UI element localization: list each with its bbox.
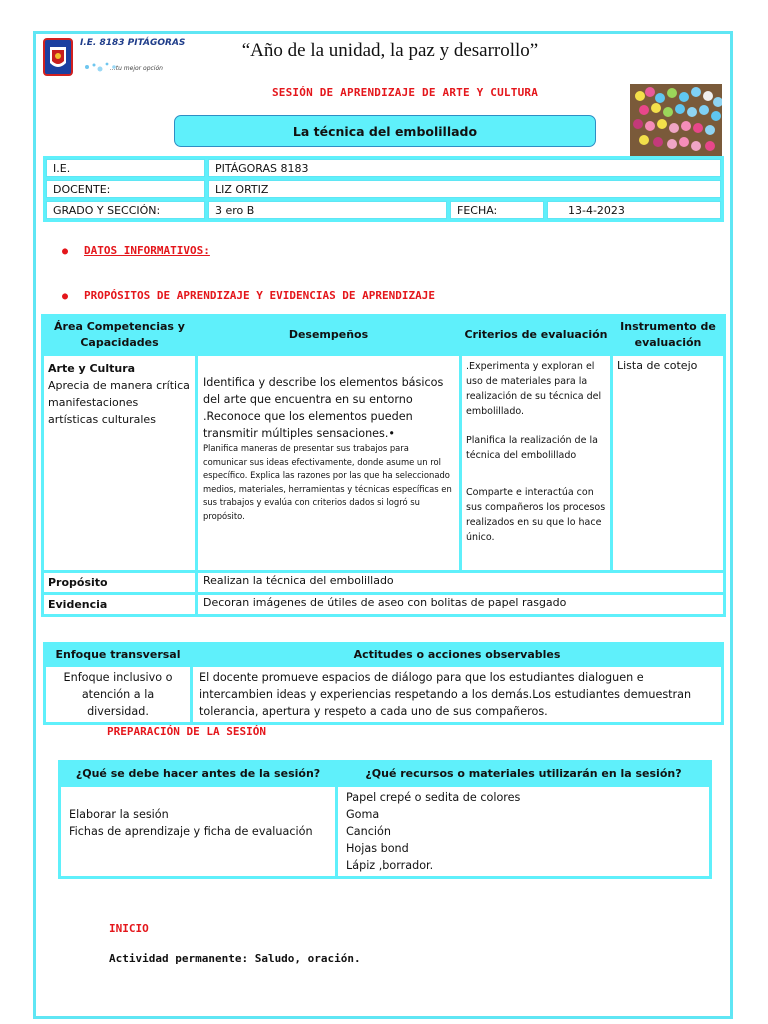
antes-cell [61, 787, 335, 876]
proposito-value: Realizan la técnica del embolillado [198, 573, 723, 592]
preparacion-heading: PREPARACIÓN DE LA SESIÓN [107, 725, 266, 738]
header-enfoque: Enfoque transversal [55, 648, 181, 661]
criterio-2: Planifica la realización de la técnica del embolillado [466, 435, 598, 461]
area-cell [44, 356, 195, 570]
topic-banner: La técnica del embolillado [174, 115, 596, 147]
embolillado-photo [630, 84, 722, 156]
criterio-1: .Experimenta y exploran el uso de materiales para la realización de su técnica del embolillado. [466, 361, 602, 417]
desempeno-small: Planifica maneras de presentar sus trabajos para comunicar sus ideas efectivamente, donde asume un rol específico. Explica las razones por las que ha seleccionado medios, materiales, herramientas y técnicas específicas en sus trabajos y evalúa con criterios dados si logró su propósito. [203, 443, 452, 521]
ie-value: PITÁGORAS 8183 [208, 159, 721, 177]
area-text: Aprecia de manera crítica manifestaciones artísticas culturales [48, 379, 190, 426]
antes-item: Fichas de aprendizaje y ficha de evaluación [69, 825, 313, 838]
recurso-item: Lápiz ,borrador. [346, 859, 434, 872]
header-criterios: Criterios de evaluación [464, 328, 608, 341]
evidencia-label: Evidencia [44, 595, 195, 614]
header-recursos: ¿Qué recursos o materiales utilizarán en la sesión? [365, 767, 682, 780]
propositos-heading: ● PROPÓSITOS DE APRENDIZAJE Y EVIDENCIAS DE APRENDIZAJE [62, 289, 436, 302]
inicio-heading: INICIO [109, 922, 149, 935]
recurso-item: Canción [346, 825, 391, 838]
recurso-item: Goma [346, 808, 380, 821]
logo-school-name: I.E. 8183 PITÁGORAS [80, 38, 186, 48]
proposito-label: Propósito [44, 573, 195, 592]
header-actitudes: Actitudes o acciones observables [353, 648, 561, 661]
antes-item: Elaborar la sesión [69, 808, 169, 821]
actividad-permanente: Actividad permanente: Saludo, oración. [109, 952, 361, 965]
enfoque-table [43, 642, 724, 725]
logo-tagline: ...tu mejor opción [110, 65, 163, 72]
fecha-value: 13-4-2023 [547, 201, 721, 219]
recurso-item: Hojas bond [346, 842, 409, 855]
preparacion-table [58, 760, 712, 879]
enfoque-value: Enfoque inclusivo o atención a la diversidad. [46, 667, 190, 722]
header-antes: ¿Qué se debe hacer antes de la sesión? [75, 767, 321, 780]
info-table [43, 156, 724, 222]
header-desempenos: Desempeños [288, 328, 369, 341]
actitudes-value: El docente promueve espacios de diálogo para que los estudiantes dialoguen e intercambien ideas y experiencias respetando a los demás.Los estudiantes demuestran tolerancia, apertura y respeto a cada uno de sus compañeros. [193, 667, 721, 722]
instrumento-cell: Lista de cotejo [613, 356, 723, 570]
docente-value: LIZ ORTIZ [208, 180, 721, 198]
bullet-icon: ● [62, 246, 69, 257]
recursos-cell [338, 787, 709, 876]
bullet-icon: ● [62, 291, 69, 302]
header-instrumento: Instrumento de evaluación [620, 320, 716, 349]
desempeno-main: Identifica y describe los elementos básicos del arte que encuentra en su entorno .Reconoce que los elementos pueden transmitir múltiples sensaciones.• [203, 376, 444, 440]
motto-heading: “Año de la unidad, la paz y desarrollo” [241, 40, 539, 61]
grado-label: GRADO Y SECCIÓN: [46, 201, 205, 219]
recurso-item: Papel crepé o sedita de colores [346, 791, 521, 804]
criterio-3: Comparte e interactúa con sus compañeros los procesos realizados en su que lo hace único. [466, 487, 606, 543]
session-title: SESIÓN DE APRENDIZAJE DE ARTE Y CULTURA [271, 86, 539, 99]
datos-informativos-heading: ● DATOS INFORMATIVOS: [62, 244, 210, 257]
criterios-cell [462, 356, 610, 570]
header-area: Área Competencias y Capacidades [54, 320, 185, 349]
evidencia-value: Decoran imágenes de útiles de aseo con bolitas de papel rasgado [198, 595, 723, 614]
area-title: Arte y Cultura [48, 362, 136, 375]
fecha-label: FECHA: [450, 201, 544, 219]
docente-label: DOCENTE: [46, 180, 205, 198]
ie-label: I.E. [46, 159, 205, 177]
grado-value: 3 ero B [208, 201, 447, 219]
desempenos-cell [198, 356, 459, 570]
competencias-table [41, 314, 726, 617]
